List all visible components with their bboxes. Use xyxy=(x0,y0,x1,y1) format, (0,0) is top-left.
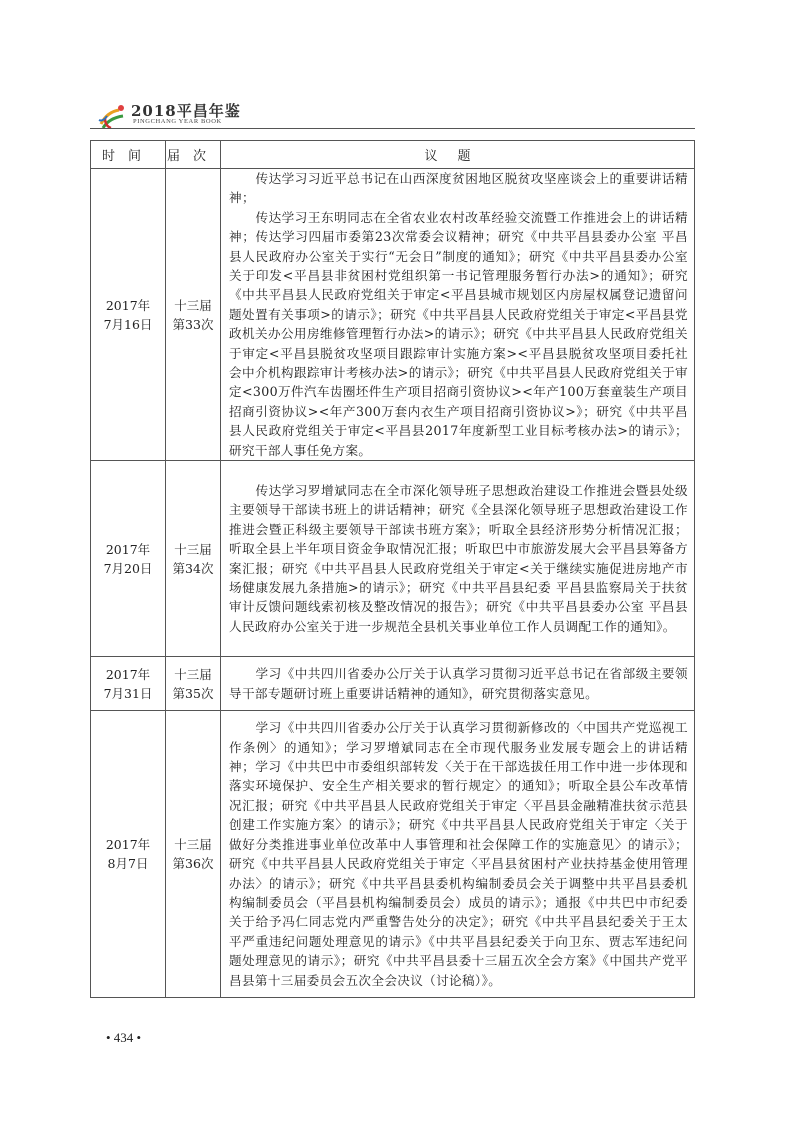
column-header-session: 届次 xyxy=(166,141,221,169)
topic-paragraph: 传达学习罗增斌同志在全市深化领导班子思想政治建设工作推进会暨县处级主要领导干部读书班上的讲话精神；研究《全县深化领导班子思想政治建设工作推进会暨正科级主要领导干部读书班方案》；听取全县经济形势分析情况汇报；听取全县上半年项目资金争取情况汇报；听取巴中市旅游发展大会平昌县筹备方案汇报；研究《中共平昌县人民政府党组关于审定<关于继续实施促进房地产市场健康发展九条措施>的请示》；研究《中共平昌县纪委 平昌县监察局关于扶贫审计反馈问题线索初核及整改情况的报告》；研究《中共平昌县委办公室 平昌县人民政府办公室关于进一步规范全县机关事业单位工作人员调配工作的通知》。 xyxy=(229,482,688,634)
meeting-session xyxy=(166,461,221,657)
date-year: 2017年 xyxy=(105,297,151,313)
table-row xyxy=(91,711,695,998)
meeting-date xyxy=(91,657,166,711)
column-header-topics: 议题 xyxy=(221,141,695,169)
date-year: 2017年 xyxy=(105,541,151,557)
meeting-session xyxy=(166,657,221,711)
meeting-date xyxy=(91,711,166,998)
topic-paragraph: 传达学习习近平总书记在山西深度贫困地区脱贫攻坚座谈会上的重要讲话精神； xyxy=(229,171,688,206)
date-year: 2017年 xyxy=(105,666,151,682)
term: 十三届 xyxy=(174,837,212,853)
header-divider xyxy=(90,128,695,129)
date-day: 7月31日 xyxy=(103,685,153,701)
date-day: 7月16日 xyxy=(103,316,153,332)
table-row xyxy=(91,461,695,657)
date-day: 8月7日 xyxy=(107,856,149,872)
meeting-session xyxy=(166,169,221,461)
table-row xyxy=(91,169,695,461)
term: 十三届 xyxy=(174,666,212,682)
topic-paragraph: 学习《中共四川省委办公厅关于认真学习贯彻习近平总书记在省部级主要领导干部专题研讨班上重要讲话精神的通知》，研究贯彻落实意见。 xyxy=(229,666,688,701)
meeting-topics xyxy=(221,461,695,657)
meeting-topics xyxy=(221,711,695,998)
table-row xyxy=(91,657,695,711)
meeting-topics-table xyxy=(90,140,695,998)
session-number: 第34次 xyxy=(172,560,214,576)
topic-paragraph: 学习《中共四川省委办公厅关于认真学习贯彻新修改的〈中国共产党巡视工作条例〉的通知》；学习罗增斌同志在全市现代服务业发展专题会上的讲话精神；学习《中共巴中市委组织部转发〈关于在干部选拔任用工作中进一步体现和落实环境保护、安全生产相关要求的暂行规定〉的通知》；听取全县公车改革情况汇报；研究《中共平昌县人民政府党组关于审定〈平昌县金融精准扶贫示范县创建工作实施方案〉的请示》；研究《中共平昌县人民政府党组关于审定〈关于做好分类推进事业单位改革中人事管理和社会保障工作的实施意见〉的请示》；研究《中共平昌县人民政府党组关于审定〈平昌县贫困村产业扶持基金使用管理办法〉的请示》；研究《中共平昌县委机构编制委员会关于调整中共平昌县委机构编制委员会（平昌县机构编制委员会）成员的请示》；通报《中共巴中市纪委关于给予冯仁同志党内严重警告处分的决定》；研究《中共平昌县纪委关于王太平严重违纪问题处理意见的请示》《中共平昌县纪委关于向卫东、贾志军违纪问题处理意见的请示》；研究《中共平昌县委十三届五次全会方案》《中国共产党平昌县第十三届委员会五次全会决议（讨论稿）》。 xyxy=(229,720,688,988)
page-number: • 434 • xyxy=(106,1030,142,1045)
yearbook-title: 2018平昌年鉴 xyxy=(131,102,241,120)
meeting-date xyxy=(91,169,166,461)
term: 十三届 xyxy=(174,297,212,313)
yearbook-header xyxy=(95,100,695,130)
date-year: 2017年 xyxy=(105,837,151,853)
column-header-time: 时间 xyxy=(91,141,166,169)
yearbook-logo-icon xyxy=(97,104,127,130)
meeting-topics xyxy=(221,169,695,461)
topic-paragraph: 传达学习王东明同志在全省农业农村改革经验交流暨工作推进会上的讲话精神；传达学习四届市委第23次常委会议精神；研究《中共平昌县委办公室 平昌县人民政府办公室关于实行“无会日”制度的通知》；研究《中共平昌县委办公室关于印发<平昌县非贫困村党组织第一书记管理服务暂行办法>的通知》；研究《中共平昌县人民政府党组关于审定<平昌县城市规划区内房屋权属登记遗留问题处置有关事项>的请示》；研究《中共平昌县人民政府党组关于审定<平昌县党政机关办公用房维修管理暂行办法>的请示》；研究《中共平昌县人民政府党组关于审定<平昌县脱贫攻坚项目跟踪审计实施方案><平昌县脱贫攻坚项目委托社会中介机构跟踪审计考核办法>的请示》；研究《中共平昌县人民政府党组关于审定<300万件汽车齿圈坯件生产项目招商引资协议><年产100万套童装生产项目招商引资协议><年产300万套内衣生产项目招商引资协议>》；研究《中共平昌县人民政府党组关于审定<平昌县2017年度新型工业目标考核办法>的请示》；研究干部人事任免方案。 xyxy=(229,209,688,458)
session-number: 第36次 xyxy=(172,856,214,872)
meeting-topics xyxy=(221,657,695,711)
session-number: 第35次 xyxy=(172,685,214,701)
yearbook-subtitle: PINGCHANG YEAR BOOK xyxy=(133,118,222,125)
table-header-row xyxy=(91,141,695,169)
date-day: 7月20日 xyxy=(103,560,153,576)
meeting-date xyxy=(91,461,166,657)
term: 十三届 xyxy=(174,541,212,557)
session-number: 第33次 xyxy=(172,316,214,332)
meeting-session xyxy=(166,711,221,998)
